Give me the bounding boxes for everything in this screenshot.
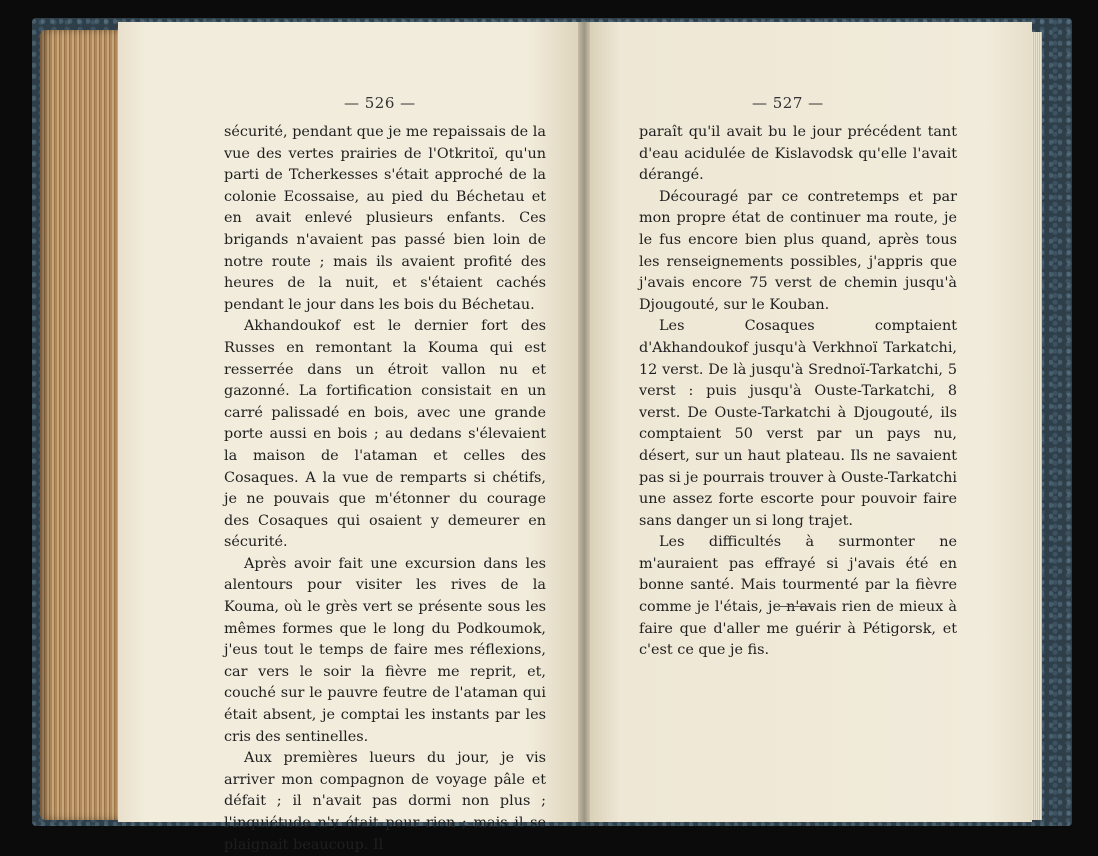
paragraph: sécurité, pendant que je me repaissais de la vue des vertes prairies de l'Otkritoï, qu'un parti de Tcherkesses s'était approché de la colonie Ecossaise, au pied du Béchetau et en avait enlevé plusieurs enfants. Ces brigands n'avaient pas passé bien loin de notre route ; mais ils avaient profité des heures de la nuit, et s'étaient cachés pendant le jour dans les bois du Béchetau. bbox=[224, 124, 546, 313]
book-gutter bbox=[578, 22, 590, 822]
paragraph: Les difficultés à surmonter ne m'auraient pas effrayé si j'avais été en bonne santé. Mais tourmenté par la fièvre comme je l'étais, je n'avais rien de mieux à faire que d'aller me guérir à Pétigorsk, et c'est ce que je fis. bbox=[639, 534, 957, 659]
right-page-text bbox=[639, 122, 957, 662]
paragraph: Après avoir fait une excursion dans les alentours pour visiter les rives de la Kouma, où le grès vert se présente sous les mêmes formes que le long du Podkoumok, j'eus tout le temps de faire mes réflexions, car vers le soir la fièvre me reprit, et, couché sur le pauvre feutre de l'ataman qui était absent, je comptai les instants par les cris des sentinelles. bbox=[224, 555, 546, 745]
left-page bbox=[118, 22, 584, 853]
paragraph: Découragé par ce contretemps et par mon propre état de continuer ma route, je le fus encore bien plus quand, après tous les renseignements possibles, j'appris que j'avais encore 75 verst de chemin jusqu'à Djougouté, sur le Kouban. bbox=[639, 188, 957, 313]
left-page-text bbox=[224, 122, 546, 856]
section-end-rule bbox=[774, 606, 814, 607]
page-edges-left bbox=[40, 30, 120, 820]
paragraph: Aux premières lueurs du jour, je vis arriver mon compagnon de voyage pâle et défait ; il n'avait pas dormi non plus ; l'inquiétude n'y était pour rien ; mais il se plaignait beaucoup. Il bbox=[224, 750, 546, 853]
paragraph: Les Cosaques comptaient d'Akhandoukof jusqu'à Verkhnoï Tarkatchi, 12 verst. De là jusqu'à Srednoï-Tarkatchi, 5 verst : puis jusqu'à Ouste-Tarkatchi, 8 verst. De Ouste-Tarkatchi à Djougouté, ils comptaient 50 verst par un pays nu, désert, sur un haut plateau. Ils ne savaient pas si je pourrais trouver à Ouste-Tarkatchi une assez forte escorte pour pouvoir faire sans danger un si long trajet. bbox=[639, 318, 957, 529]
page-number-right: — 527 — bbox=[752, 94, 824, 112]
right-page bbox=[584, 22, 1032, 822]
page-number-left: — 526 — bbox=[344, 94, 416, 112]
paragraph: Akhandoukof est le dernier fort des Russes en remontant la Kouma qui est resserrée dans un étroit vallon nu et gazonné. La fortification consistait en un carré palissadé en bois, avec une grande porte aussi en bois ; au dedans s'élevaient la maison de l'ataman et celles des Cosaques. A la vue de remparts si chétifs, je ne pouvais que m'étonner du courage des Cosaques qui osaient y demeurer en sécurité. bbox=[224, 318, 546, 551]
paragraph: paraît qu'il avait bu le jour précédent tant d'eau acidulée de Kislavodsk qu'elle l'avait dérangé. bbox=[639, 124, 957, 184]
